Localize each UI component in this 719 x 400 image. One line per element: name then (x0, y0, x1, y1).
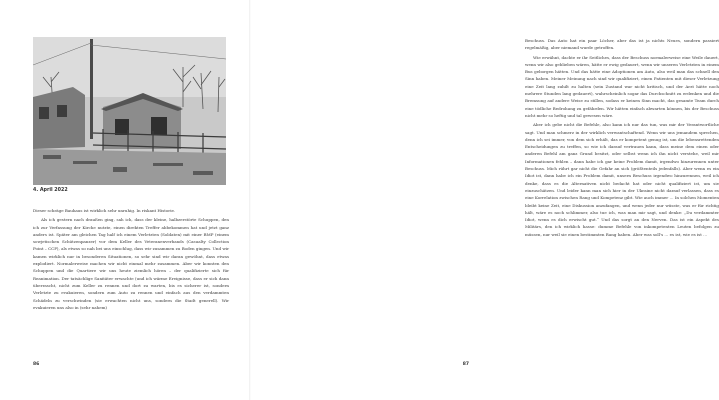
page-number-right: 87 (462, 362, 469, 367)
paragraph: Dieser schräge Bauhaus ist wirklich sehr unruhig. In riskant Historie. (33, 208, 176, 213)
right-page (250, 0, 719, 400)
left-body-text (33, 207, 229, 311)
paragraph: Aber ich gebe nicht die Befehle, also kann ich nur das tun, was mir der Verantwortliche sagt. Und man schmerz in der wirklich verwantschaftend. Wenn wir uns jemandem sprechen, denn ich sei immer, von dem sich erhält, das er kompetent genug ist, um die lebensrettenden Entscheidungen zu treffen, so wie ich darauf vertrauen kann, dass meine dem einen oder anderen Befehl am ganz Grund besitzt, oder selbst wenn ich ihn nicht verstehe, weil mir Informationen fehlen – dann habe ich gar keine Problem damit, irgendwo hinzurennen unter Beschuss. Mich rührt gar nicht die Gefahr an sich (größtenteils jedenfalls). Aber wenn es ein Idiot ist, dann habe ich ein Problem damit, unsern Beschuss irgendwo hinzurennen, weil ich denke, dass es die Alternativen nicht bedacht hat oder nicht qualifiziert ist, um sie einzuschätzen. Und leider kann man sich hier in der Ukraine nicht darauf verlassen, dass es eine Korrelation zwischen Rang und Kompetenz gibt. Wie auch immer … In solchen Momenten bleibt keine Zeit, eine Diskussion anzufangen, und wenn jeder nur wüsste, was er für richtig hält, wäre es noch schlimmer, also tue ich, was man mir sagt, und denke: „Du verdammter Idiot, wenn es dich erwischt gut.“ Und das sorgt an den Nerven. Das ist ein Aspekt des Militärs, den ich wirklich hasse: dumme Befehle von inkompetenten Leuten befolgen zu müssen, nur weil sie einen bestimmten Rang haben. Aber was soll's … es ist, wie es ist … (525, 122, 719, 237)
photo-caption: 4. April 2022 (33, 188, 68, 193)
photo-destroyed-building (33, 37, 226, 185)
page-number-left: 86 (33, 362, 40, 367)
left-page (0, 0, 250, 400)
paragraph: Als ich gestern nach draußen ging, sah ich, dass der kleine, halbzerstörte Schuppen, den ich zur Verfassung der Kirche nutzte, einen direkten Treffer abbekommen hat und jetzt ganz anders ist. Später am gleichen Tag half ich einem Verletzten (Soldaten) mit einer BMP (einem sowjetischen Schützenpanzer) vor dem Keller des Veteranenverbands (Casualty Collection Point – CCP), als etwas so nah bei uns einschlug, dass wir zusammen zu Boden gingen. Und wir kamen wirklich nur in besonderen Situationen, so sehr sind wir daran gewöhnt, dass etwas explodiert. Normalerweise machen wir nicht einmal mehr zusammen. Aber wir konnten den Schuppen und die Quartiere wir uns heute ziemlich hören – der qualifizierte sich für Reanimation. Der tatsächlige Sanitäter erwachte (und ich wärme Ereignisse, dass er sich dann überrascht, nicht zum Keller zu rennen und dort zu warten, bis es sicherer ist, sondern Verletzte zu evakuieren, sondern zum Auto zu rennen und einfach aus den verdammten Schädeln zu verschwinden (sie erwachten nicht uns, sondern die Stadt generell). Wir evakuieren uns also in (sehr nahem) (33, 217, 229, 310)
paragraph: Wie erwähnt, dachte er ihr Seitliches, dass der Beschuss normalerweise eine Weile dauert, wenn wir also geblieben wären, hätte er ewig gedauert, wenn wir unseren Verletzten in einem Bus geborgen hätten. Und das hätte eine Adoptionen am Auto, also weil man das schnell den Sinn haben. Meiner Meinung nach sind wir qualifiziert, einen Patienten mit dieser Verletzung eine Zeit lang zuhilt zu halten (sein Zustand war nicht kritisch, und der Arzt hätte noch mehrere Stunden lang gedauert), wahrscheinlich sogar das Durchschnitt zu erdenken und die Bremsung auf andere Weise zu stillen, sodass er keinen Sinn macht, das gesamte Team durch eine tödliche Bedrohung zu gefährden. Wir hätten einfach abwarten können, bis der Beschuss nicht mehr so heftig und tal gewesen wäre. (525, 54, 719, 118)
photo-image (33, 37, 226, 185)
right-body-text (525, 37, 719, 238)
paragraph: Beschuss. Das Auto hat ein paar Löcher, aber das ist ja nichts Neues, sondern passiert regelmäßig, aber niemand wurde getroffen. (525, 38, 719, 51)
